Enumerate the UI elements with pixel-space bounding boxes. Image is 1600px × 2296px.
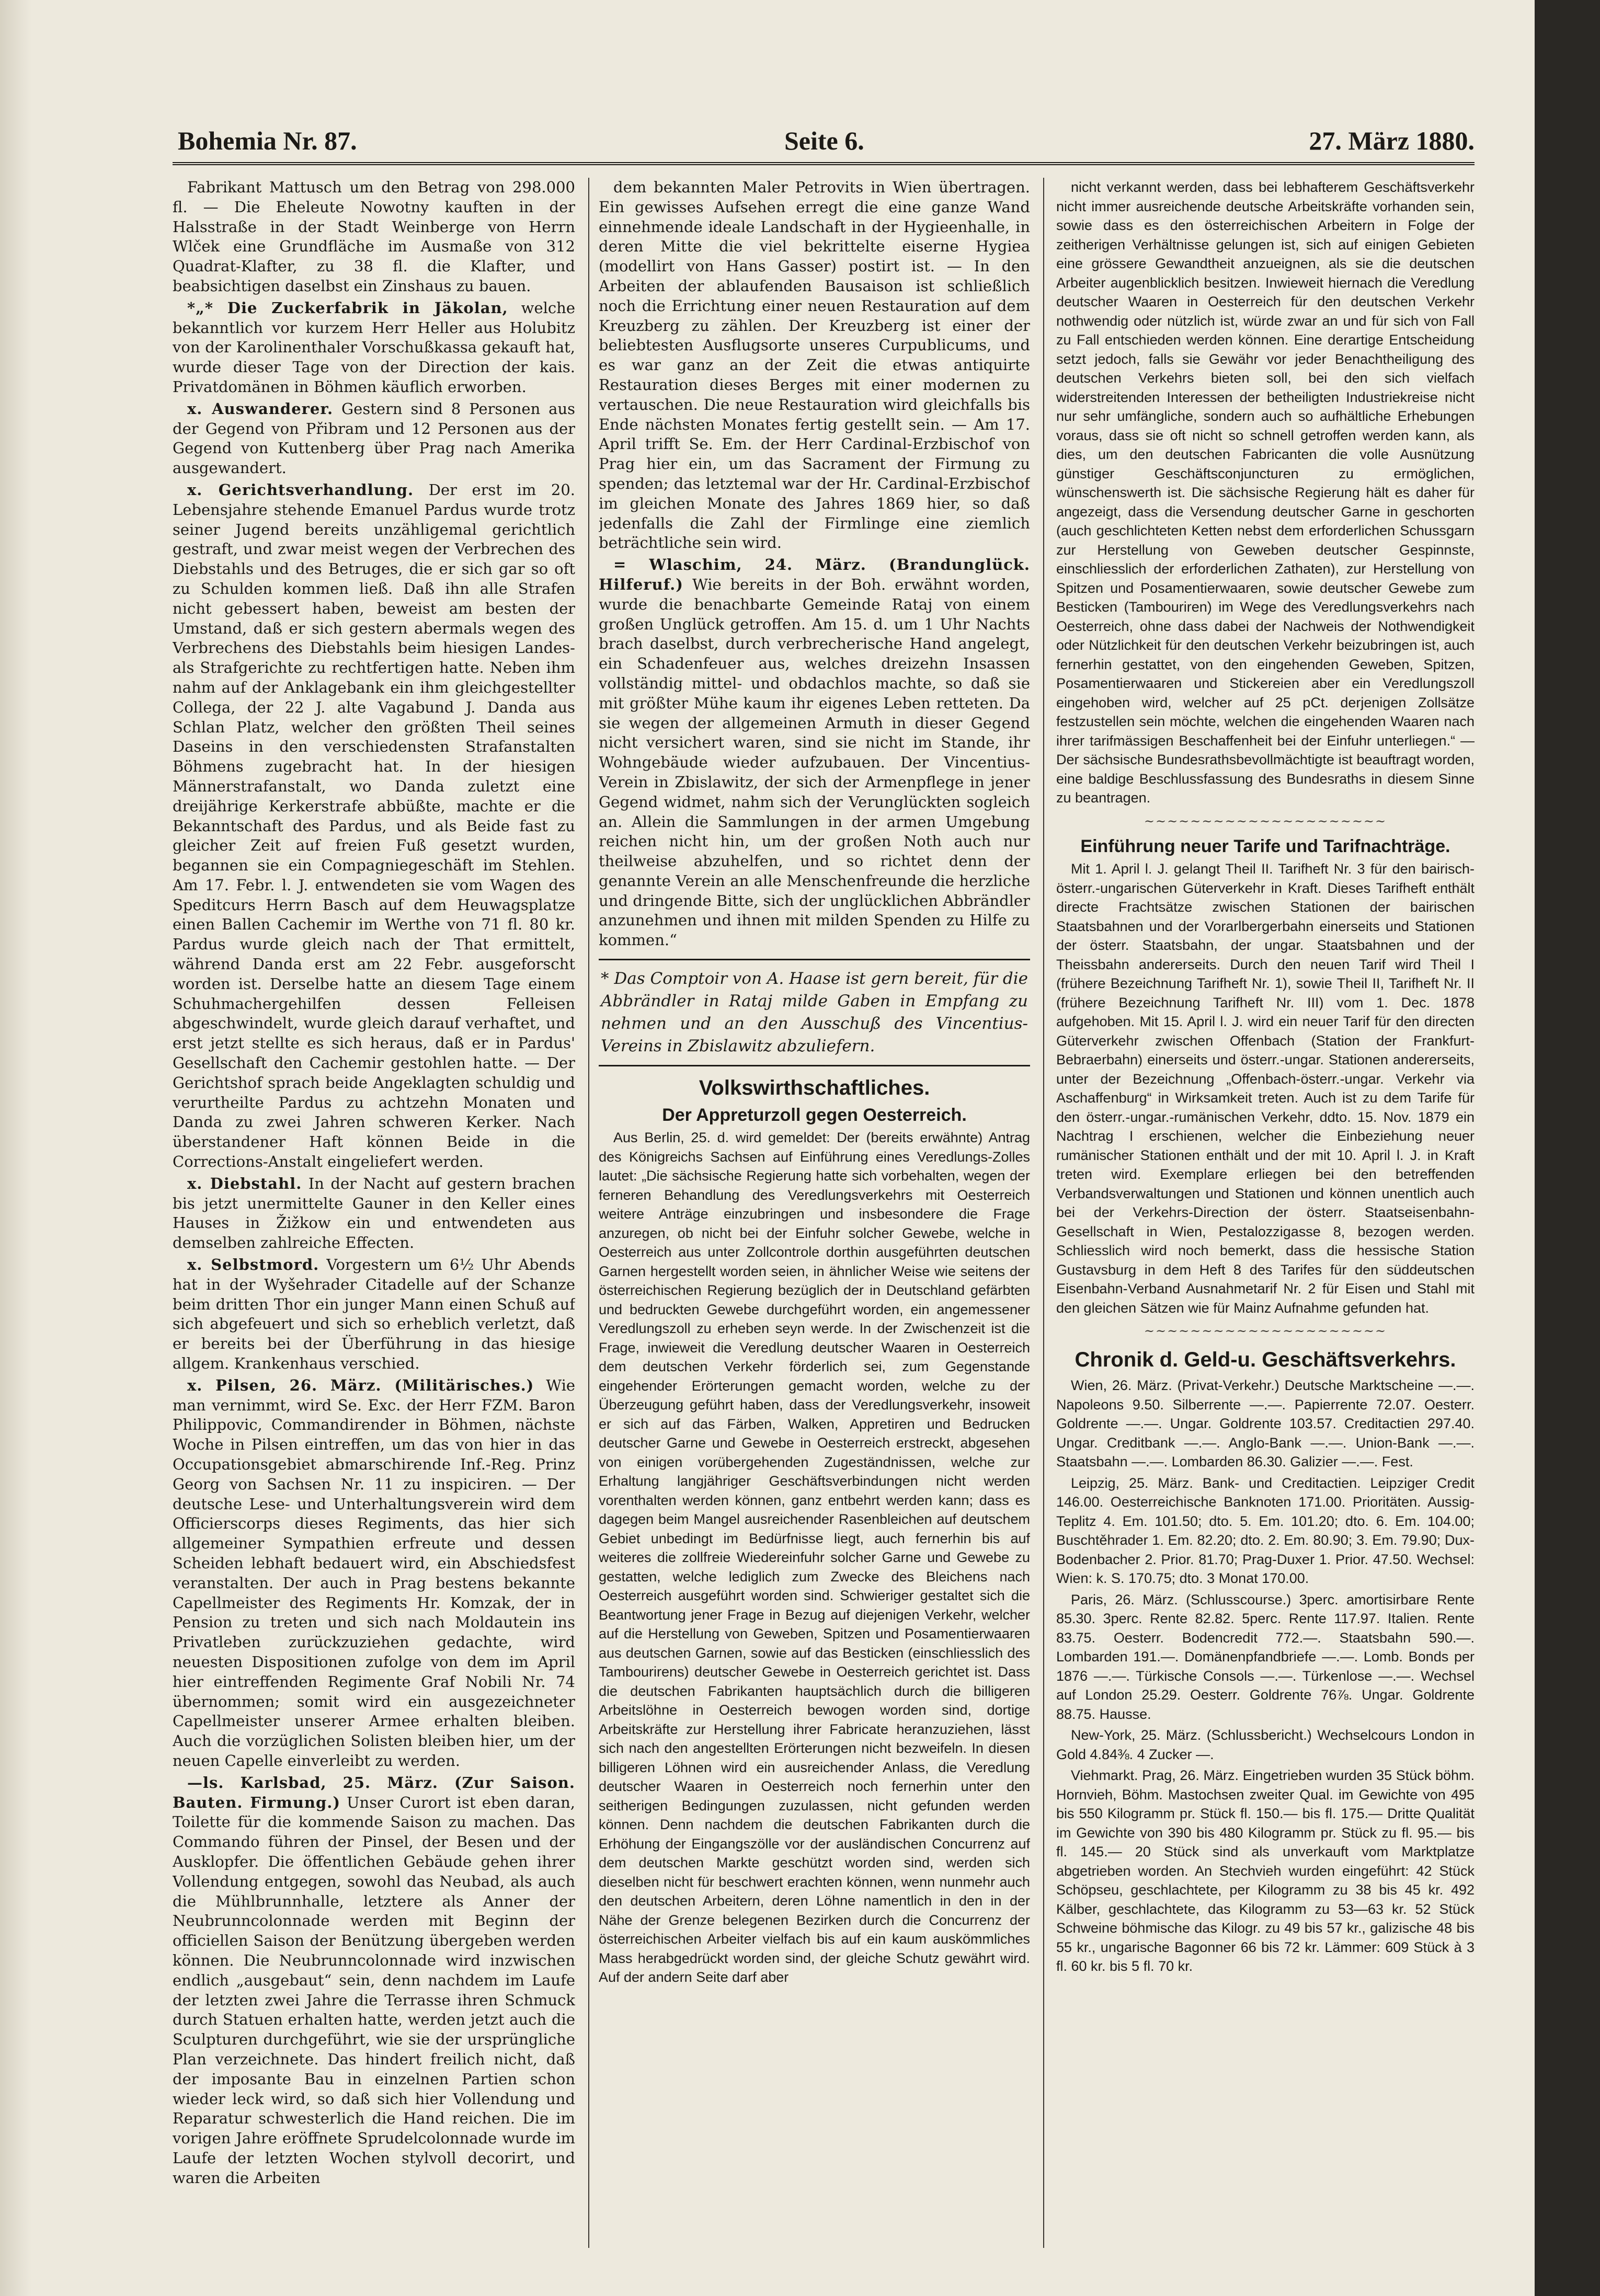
ornamental-divider: ~~~~~~~~~~~~~~~~~~~~~ <box>1144 813 1387 829</box>
page-number: Seite 6. <box>784 126 864 155</box>
article-lead: = Wlaschim, 24. März. (Brandunglück. Hilferuf.) <box>599 556 1030 593</box>
article-paragraph <box>173 1174 575 1253</box>
article-body: Gestern sind 8 Personen aus der Gegend von Přibram und 12 Personen aus der Gegend von Kuttenberg über Prag nach Amerika ausgewandert. <box>173 399 575 477</box>
article-paragraph <box>173 299 575 397</box>
article-paragraph: nicht verkannt werden, dass bei lebhafterem Geschäftsverkehr nicht immer ausreichende deutsche Arbeitskräfte vorhanden sein, sowie dass es den österreichischen Arbeitern in Folge der zeitherigen Verhältnisse gelungen ist, sich auf einigen Gebieten eine grössere Gewandtheit anzueignen, als sie die deutschen Arbeiter augenblicklich besitzen. Inwieweit hiernach die Veredlung deutscher Waaren in Oesterreich für den deutschen Verkehr nothwendig oder nützlich ist, würde zwar an und für sich von Fall zu Fall entschieden werden können. Eine derartige Entscheidung setzt jedoch, falls sie Gewähr vor jeder Benachtheiligung des deutschen Verkehrs bieten soll, bei den sich vielfach widerstreitenden Interessen der betheiligten Industriekreise nicht nur sehr umfängliche, sondern auch so aufhältliche Erhebungen voraus, dass sie oft nicht so schnell getroffen werden kann, als dies, um den deutschen Fabricanten die volle Ausnützung günstiger Geschäftsconjuncturen zu ermöglichen, wünschenswerth ist. Die sächsische Regierung hält es daher für angezeigt, dass die Versendung deutscher Garne in geschorten (auch geschlichteten Ketten nebst dem erforderlichen Schussgarn zur Herstellung von Geweben deutscher Gespinnste, einschliesslich der erforderlichen Zathaten), zur Herstellung von Spitzen und Posamentierwaaren, sowie deutscher Gewebe zum Besticken (Tambouriren) im Wege des Veredlungsverkehrs nach Oesterreich, ohne dass dabei der Nachweis der Nothwendigkeit oder Nützlichkeit für den deutschen Verkehr beizubringen ist, auch fernerhin gestattet, von den eingehenden Geweben, Spitzen, Posamentierwaaren und Stickereien aber ein Veredlungszoll eingehoben wird, welcher auf 25 pCt. derjenigen Zollsätze festzustellen sein möchte, welchen die eingehenden Waaren nach ihrer tarifmässigen Beschaffenheit bei der Einfuhr unterliegen.“ — Der sächsische Bundesrathsbevollmächtigte ist beauftragt worden, eine baldige Beschlussfassung des Bundesraths in diesem Sinne zu beantragen. <box>1056 179 1475 806</box>
column-rule <box>588 178 589 2248</box>
article-lead: x. Pilsen, 26. März. (Militärisches.) <box>187 1376 534 1394</box>
article-subheading: Einführung neuer Tarife und Tarifnachträge. <box>1080 836 1450 857</box>
donation-notice: * Das Comptoir von A. Haase ist gern bereit, für die Abbrändler in Rataj milde Gaben in Empfang zu nehmen und an den Ausschuß des Vincentius-Vereins in Zbislawitz abzuliefern. <box>599 959 1030 1066</box>
column-2 <box>599 178 1030 2258</box>
article-body: welche bekanntlich vor kurzem Herr Heller aus Holubitz von der Karolinenthaler Vorschußkassa gekauft hat, wurde dieser Tage von der Direction der kais. Privatdomänen in Böhmen käuflich erworben. <box>173 299 575 396</box>
article-body: Wie bereits in der Boh. erwähnt worden, wurde die benachbarte Gemeinde Rataj von einem großen Unglück getroffen. Am 15. d. um 1 Uhr Nachts brach daselbst, durch verbrecherische Hand angelegt, ein Schadenfeuer aus, welches dreizehn Insassen vollständig mittel- und obdachlos machte, so daß sie mit größter Mühe kaum ihr eigenes Leben retteten. Da sie wegen der allgemeinen Armuth in dieser Gegend nicht versichert waren, sind sie nicht im Stande, ihr Wohngebäude wieder aufzubauen. Der Vincentius-Verein in Zbislawitz, der sich der Armenpflege in jener Gegend widmet, nahm sich der Verunglückten sogleich an. Allein die Sammlungen in der armen Umgebung reichen nicht hin, um der großen Noth auch nur theilweise abzuhelfen, und so richtet denn der genannte Verein an alle Menschenfreunde die herzliche und dringende Bitte, sich der unglücklichen Abbrändler anzunehmen und ihnen mit milden Spenden zu Hilfe zu kommen.“ <box>599 575 1030 949</box>
article-paragraph: Mit 1. April l. J. gelangt Theil II. Tarifheft Nr. 3 für den bairisch-österr.-ungarischen Güterverkehr in Kraft. Dieses Tarifheft enthält directe Frachtsätze zwischen Stationen der bairischen Staatsbahnen und der Vorarlbergerbahn einerseits und Stationen der österr. Staatsbahn, der ungar. Staatsbahnen und der Theissbahn andererseits. Durch den neuen Tarif wird Theil I (frühere Bezeichnung Tarifheft Nr. 1), sowie Theil II, Tarifheft Nr. II (frühere Bezeichnung Tarifheft Nr. III) vom 1. Dec. 1878 aufgehoben. Mit 15. April l. J. wird ein neuer Tarif für den directen Güterverkehr zwischen Offenbach (Station der Frankfurt-Bebraerbahn) einerseits und österr.-ungar. Stationen andererseits, unter der Bezeichnung „Offenbach-österr.-ungar. Verkehr via Aschaffenburg“ in Wirksamkeit treten. Auch ist zu dem Tarife für den österr.-ungar.-rumänischen Verkehr, ddto. 15. Nov. 1879 ein Nachtrag I erschienen, welcher die Einbeziehung neuer rumänischer Stationen enthält und der mit 10. April l. J. in Kraft treten wird. Exemplare erliegen bei den betreffenden Verbandsverwaltungen und Stationen und können unentlich auch bei der Verkehrs-Direction der österr. Staatseisenbahn-Gesellschaft in Wien, Pestalozzigasse 8, bezogen werden. Schliesslich wird noch bemerkt, dass die hessische Station Gustavsburg in dem Heft 8 des Tarifes für den süddeutschen Eisenbahn-Verband Ausnahmetarif Nr. 2 für Eisen und Stahl mit den gleichen Sätzen wie für Mainz Aufnahme gefunden hat. <box>1056 861 1475 1316</box>
page-header <box>173 120 1475 165</box>
masthead-issue: Bohemia Nr. 87. <box>178 126 357 155</box>
article-body: In der Nacht auf gestern brachen bis jetzt unermittelte Gauner in den Keller eines Hauses in Žižkow ein und entwendeten aus demselben zahlreiche Effecten. <box>173 1174 575 1252</box>
article-lead: *„* Die Zuckerfabrik in Jäkolan, <box>187 299 508 317</box>
article-lead: x. Gerichtsverhandlung. <box>187 480 414 499</box>
article-paragraph <box>173 1773 575 2188</box>
market-report: Viehmarkt. Prag, 26. März. Eingetrieben wurden 35 Stück böhm. Hornvieh, Böhm. Mastochsen zweiter Qual. im Gewichte von 495 bis 550 Kilogramm pr. Stück fl. 150.— bis fl. 175.— Dritte Qualität im Gewichte von 390 bis 480 Kilogramm pr. Stück zu fl. 95.— bis fl. 145.— 20 Stück sind als unverkauft vom Marktplatze abgetrieben worden. An Stechvieh wurden eingeführt: 42 Stück Schöpseu, geschlachtete, per Kilogramm zu 38 bis 45 kr. 492 Kälber, geschlachtete, das Kilogramm zu 53—63 kr. 52 Stück Schweine böhmische das Kilogr. zu 49 bis 57 kr., galizische 48 bis 55 kr., ungarische Bagonner 66 bis 72 kr. Lämmer: 609 Stück à 3 fl. 60 kr. bis 5 fl. 70 kr. <box>1056 1767 1475 1974</box>
page-left-shadow <box>0 0 31 2296</box>
article-paragraph <box>173 1376 575 1771</box>
column-3 <box>1056 178 1475 2258</box>
newspaper-page <box>173 105 1516 2258</box>
article-paragraph <box>599 555 1030 950</box>
ornamental-divider: ~~~~~~~~~~~~~~~~~~~~~ <box>1144 1324 1387 1339</box>
article-paragraph: dem bekannten Maler Petrovits in Wien übertragen. Ein gewisses Aufsehen erregt die eine ganze Wand einnehmende ideale Landschaft in der Hygieenhalle, in deren Mitte die viel bekrittelte eiserne Hygiea (modellirt von Hans Gasser) postirt ist. — In den Arbeiten der ablaufenden Bausaison ist schließlich noch die Errichtung einer neuen Restauration auf dem Kreuzberg zu zählen. Der Kreuzberg ist einer der beliebtesten Ausflugsorte unseres Curpublicums, und es war ganz an der Zeit die etwas antiquirte Restauration dieses Berges mit einer modernen zu vertauschen. Die neue Restauration wird gleichfalls bis Ende nächsten Monates fertig gestellt sein. — Am 17. April trifft Se. Em. der Herr Cardinal-Erzbischof von Prag hier ein, um das Sacrament der Firmung zu spenden; das letztemal war der Hr. Cardinal-Erzbischof im gleichen Monate des Jahres 1869 hier, so daß jedenfalls die Zahl der Firmlinge eine ziemlich beträchtliche sein wird. <box>599 178 1030 552</box>
article-body: Der erst im 20. Lebensjahre stehende Emanuel Pardus wurde trotz seiner Jugend bereits unzähligemal gerichtlich gestraft, und zwar meist wegen der Verbrechen des Diebstahls und des Betruges, die er sich gar so oft zu Schulden kommen ließ. Daß ihn alle Strafen nicht gebessert haben, beweist am besten der Umstand, daß er sich gestern abermals wegen des Verbrechens des Diebstahls beim hiesigen Landes- als Strafgerichte zu rechtfertigen hatte. Neben ihm nahm auf der Anklagebank ein ihm gleichgestellter Collega, der 22 J. alte Vagabund J. Danda aus Schlan Platz, welcher den größten Theil seines Daseins in den verschiedensten Strafanstalten Böhmens zugebracht hat. In der hiesigen Männerstrafanstalt, wo Danda zuletzt eine dreijährige Kerkerstrafe abbüßte, machte er die Bekanntschaft des Pardus, und als Beide fast zu gleicher Zeit auf freien Fuß gesetzt wurden, begannen sie ein Compagniegeschäft im Stehlen. Am 17. Febr. l. J. entwendeten sie vom Wagen des Speditcurs Herrn Basch auf dem Heuwagsplatze einen Ballen Cachemir im Werthe von 71 fl. 80 kr. Pardus wurde gleich nach der That ermittelt, während Danda erst am 22 Febr. ausgeforscht worden ist. Derselbe hatte an diesem Tage einem Schuhmachergehilfen dessen Felleisen abgeschwindelt, wurde gleich darauf verhaftet, und erst jetzt stellte es sich heraus, daß er in Pardus' Gesellschaft den Cachemir gestohlen hatte. — Der Gerichtshof sprach beide Angeklagten schuldig und verurtheilte Pardus zu achtzehn Monaten und Danda zu zwei Jahren schweren Kerker. Nach überstandener Haft können Beide in die Corrections-Anstalt eingeliefert werden. <box>173 480 575 1171</box>
article-lead: —ls. Karlsbad, 25. März. (Zur Saison. Bauten. Firmung.) <box>173 1773 575 1811</box>
section-heading: Chronik d. Geld-u. Geschäftsverkehrs. <box>1075 1348 1456 1372</box>
market-report: Wien, 26. März. (Privat-Verkehr.) Deutsche Marktscheine —.—. Napoleons 9.50. Silberrente —.—. Papierrente 72.07. Oesterr. Goldrente —.—. Ungar. Goldrente 103.57. Creditactien 297.40. Ungar. Creditbank —.—. Anglo-Bank —.—. Union-Bank —.—. Staatsbahn —.—. Lombarden 86.30. Galizier —.—. Fest. <box>1056 1377 1475 1470</box>
article-paragraph: Aus Berlin, 25. d. wird gemeldet: Der (bereits erwähnte) Antrag des Königreichs Sachsen auf Einführung eines Veredlungs-Zolles lautet: „Die sächsische Regierung hatte sich vorbehalten, wegen der ferneren Behandlung des Veredlungsverkehrs mit Oesterreich weitere Anträge einzubringen und insbesondere die Frage anzuregen, ob nicht bei der Einfuhr solcher Gewebe, welche in Oesterreich aus unter Zollcontrole dorthin ausgeführten deutschen Garnen hergestellt worden seien, in ähnlicher Weise wie seitens der österreichischen Regierung bezüglich der in Deutschland gefärbten und bedruckten Gewebe durchgeführt worden, ein angemessener Veredlungszoll zu erheben seyn werde. In der Zwischenzeit ist die Frage, inwieweit die Veredlung deutscher Waaren in Oesterreich dem deutschen Verkehr förderlich sei, zum Gegenstande eingehender Erörterungen gemacht worden, welche zu der Überzeugung geführt haben, dass der Veredlungsverkehr, insoweit er sich auf das Färben, Walken, Appretiren und Bedrucken deutscher Garne und Gewebe in Oesterreich erstreckt, abgesehen von einigen vorübergehenden Zugeständnissen, welche zur Erhaltung langjähriger Geschäftsverbindungen nicht werden vorenthalten werden können, ganz entbehrt werden kann; dass es dagegen beim Mangel ausreichender Rasenbleichen auf deutschem Gebiet unbedingt im Bedürfnisse liegt, auch fernerhin bis auf weiteres die zollfreie Wiedereinfuhr solcher Garne und Gewebe zu gestatten, welche lediglich zum Zwecke des Bleichens nach Oesterreich ausgeführt worden sind. Schwieriger gestaltet sich die Beantwortung jener Frage in Bezug auf diejenigen Verkehr, welcher auf die Herstellung von Geweben, Spitzen und Posamentierwaaren aus deutschen Garnen, sowie auf das Besticken (einschliesslich des Tambourirens) deutscher Gewebe in Oesterreich gerichtet ist. Dass die deutschen Fabrikanten hauptsächlich durch die billigeren Arbeitslöhne in Oesterreich bewogen worden sind, dortige Arbeitskräfte zur Herstellung ihrer Fabricate heranzuziehen, lässt sich nach den angestellten Erörterungen nicht bezweifeln. In diesen billigeren Löhnen wird ein ausreichender Anlass, die Veredlung deutscher Waaren in Oesterreich noch fernerhin unter den seitherigen Bedingungen zuzulassen, nicht gefunden werden können. Denn nachdem die deutschen Fabrikanten durch die Erhöhung der Eingangszölle vor der ausländischen Concurrenz auf dem deutschen Markte geschützt worden sind, werden sich dieselben nicht für beschwert erachten können, wenn nunmehr auch den deutschen Arbeitern, deren Löhne namentlich in den in der Nähe der Grenze belegenen Bezirken durch die Concurrenz der österreichischen Arbeiter vielfach bis auf ein kaum auskömmliches Mass herabgedrückt worden sind, der gleiche Schutz gewährt wird. Auf der andern Seite darf aber <box>599 1130 1030 1985</box>
article-body: Wie man vernimmt, wird Se. Exc. der Herr FZM. Baron Philippovic, Commandirender in Böhmen, nächste Woche in Pilsen eintreffen, um das von hier in das Occupationsgebiet abmarschirende Inf.-Reg. Prinz Georg von Sachsen Nr. 11 zu inspiciren. — Der deutsche Lese- und Unterhaltungsverein wird dem Officierscorps dieses Regiments, das hier sich allgemeiner Sympathien erfreute und dessen Scheiden lebhaft bedauert wird, ein Abschiedsfest veranstalten. Der auch in Prag bestens bekannte Capellmeister des Regiments Hr. Komzak, der in Pension zu treten und sich nach Moldautein ins Privatleben zurückzuziehen gedachte, wird neuesten Dispositionen zufolge von dem im April hier eintreffenden Regimente Graf Nobili Nr. 74 übernommen; somit wird ein ausgezeichneter Capellmeister unserer Armee erhalten bleiben. Auch die vorzüglichen Solisten bleiben hier, um der neuen Capelle einverleibt zu werden. <box>173 1376 575 1770</box>
article-paragraph <box>173 1255 575 1374</box>
scan-right-border <box>1535 0 1600 2296</box>
column-rule <box>1043 178 1044 2248</box>
article-paragraph: Fabrikant Mattusch um den Betrag von 298.000 fl. — Die Eheleute Nowotny kauften in der Halsstraße in der Stadt Weinberge von Herrn Wlček eine Grundfläche im Ausmaße von 312 Quadrat-Klafter, zu 38 fl. die Klafter, und beabsichtigen daselbst ein Zinshaus zu bauen. <box>173 178 575 295</box>
article-lead: x. Auswanderer. <box>187 399 334 418</box>
column-1 <box>173 178 575 2258</box>
article-paragraph <box>173 399 575 478</box>
article-body: Unser Curort ist eben daran, Toilette für die kommende Saison zu machen. Das Commando führen der Pinsel, der Besen und der Ausklopfer. Die öffentlichen Gebäude gehen ihrer Vollendung entgegen, sowohl das Neubad, als auch die Mühlbrunnhalle, letztere als Anner der Neubrunncolonnade werden mit Beginn der officiellen Saison der Benützung übergeben werden können. Die Neubrunncolonnade wird inzwischen endlich „ausgebaut“ sein, denn nachdem im Laufe der letzten zwei Jahre die Terrasse ihren Schmuck durch Statuen erhalten hatte, werden jetzt auch die Sculpturen durchgeführt, wie sie der ursprüngliche Plan verzeichnete. Das hindert freilich nicht, daß der imposante Bau in einzelnen Partien schon wieder leck wird, so daß sich hier Vollendung und Reparatur schwesterlich die Hand reichen. Die im vorigen Jahre eröffnete Sprudelcolonnade wurde im Laufe der letzten Wochen stylvoll decorirt, und waren die Arbeiten <box>173 1793 575 2187</box>
article-lead: x. Selbstmord. <box>187 1256 319 1274</box>
article-subheading: Der Appreturzoll gegen Oesterreich. <box>662 1105 967 1126</box>
article-body: Vorgestern um 6½ Uhr Abends hat in der Wyšehrader Citadelle auf der Schanze beim dritten Thor ein junger Mann einen Schuß auf sich abgefeuert und sich so erheblich verletzt, daß er bereits bei der Überführung in das hiesige allgem. Krankenhaus verschied. <box>173 1256 575 1373</box>
section-heading: Volkswirthschaftliches. <box>699 1076 930 1100</box>
issue-date: 27. März 1880. <box>1309 126 1475 155</box>
article-lead: x. Diebstahl. <box>187 1174 302 1192</box>
article-paragraph <box>173 480 575 1172</box>
market-report: Paris, 26. März. (Schlusscourse.) 3perc. amortisirbare Rente 85.30. 3perc. Rente 82.82. 5perc. Rente 117.97. Italien. Rente 83.75. Oesterr. Bodencredit 772.—. Staatsbahn 590.—. Lombarden 191.—. Domänenpfandbriefe —.—. Lomb. Bonds per 1876 —.—. Türkische Consols —.—. Türkenlose —.—. Wechsel auf London 25.29. Oesterr. Goldrente 76⅞. Ungar. Goldrente 88.75. Hausse. <box>1056 1591 1475 1722</box>
market-report: New-York, 25. März. (Schlussbericht.) Wechselcours London in Gold 4.84⅜. 4 Zucker —. <box>1056 1727 1475 1762</box>
market-report: Leipzig, 25. März. Bank- und Creditactien. Leipziger Credit 146.00. Oesterreichische Banknoten 171.00. Prioritäten. Aussig-Teplitz 4. Em. 101.50; dto. 5. Em. 101.20; dto. 6. Em. 104.00; Buschtěhrader 1. Em. 82.20; dto. 2. Em. 80.90; 3. Em. 79.90; Dux-Bodenbacher 2. Prior. 81.70; Prag-Duxer 1. Prior. 47.50. Wechsel: Wien: k. S. 170.75; dto. 3 Monat 170.00. <box>1056 1475 1475 1587</box>
